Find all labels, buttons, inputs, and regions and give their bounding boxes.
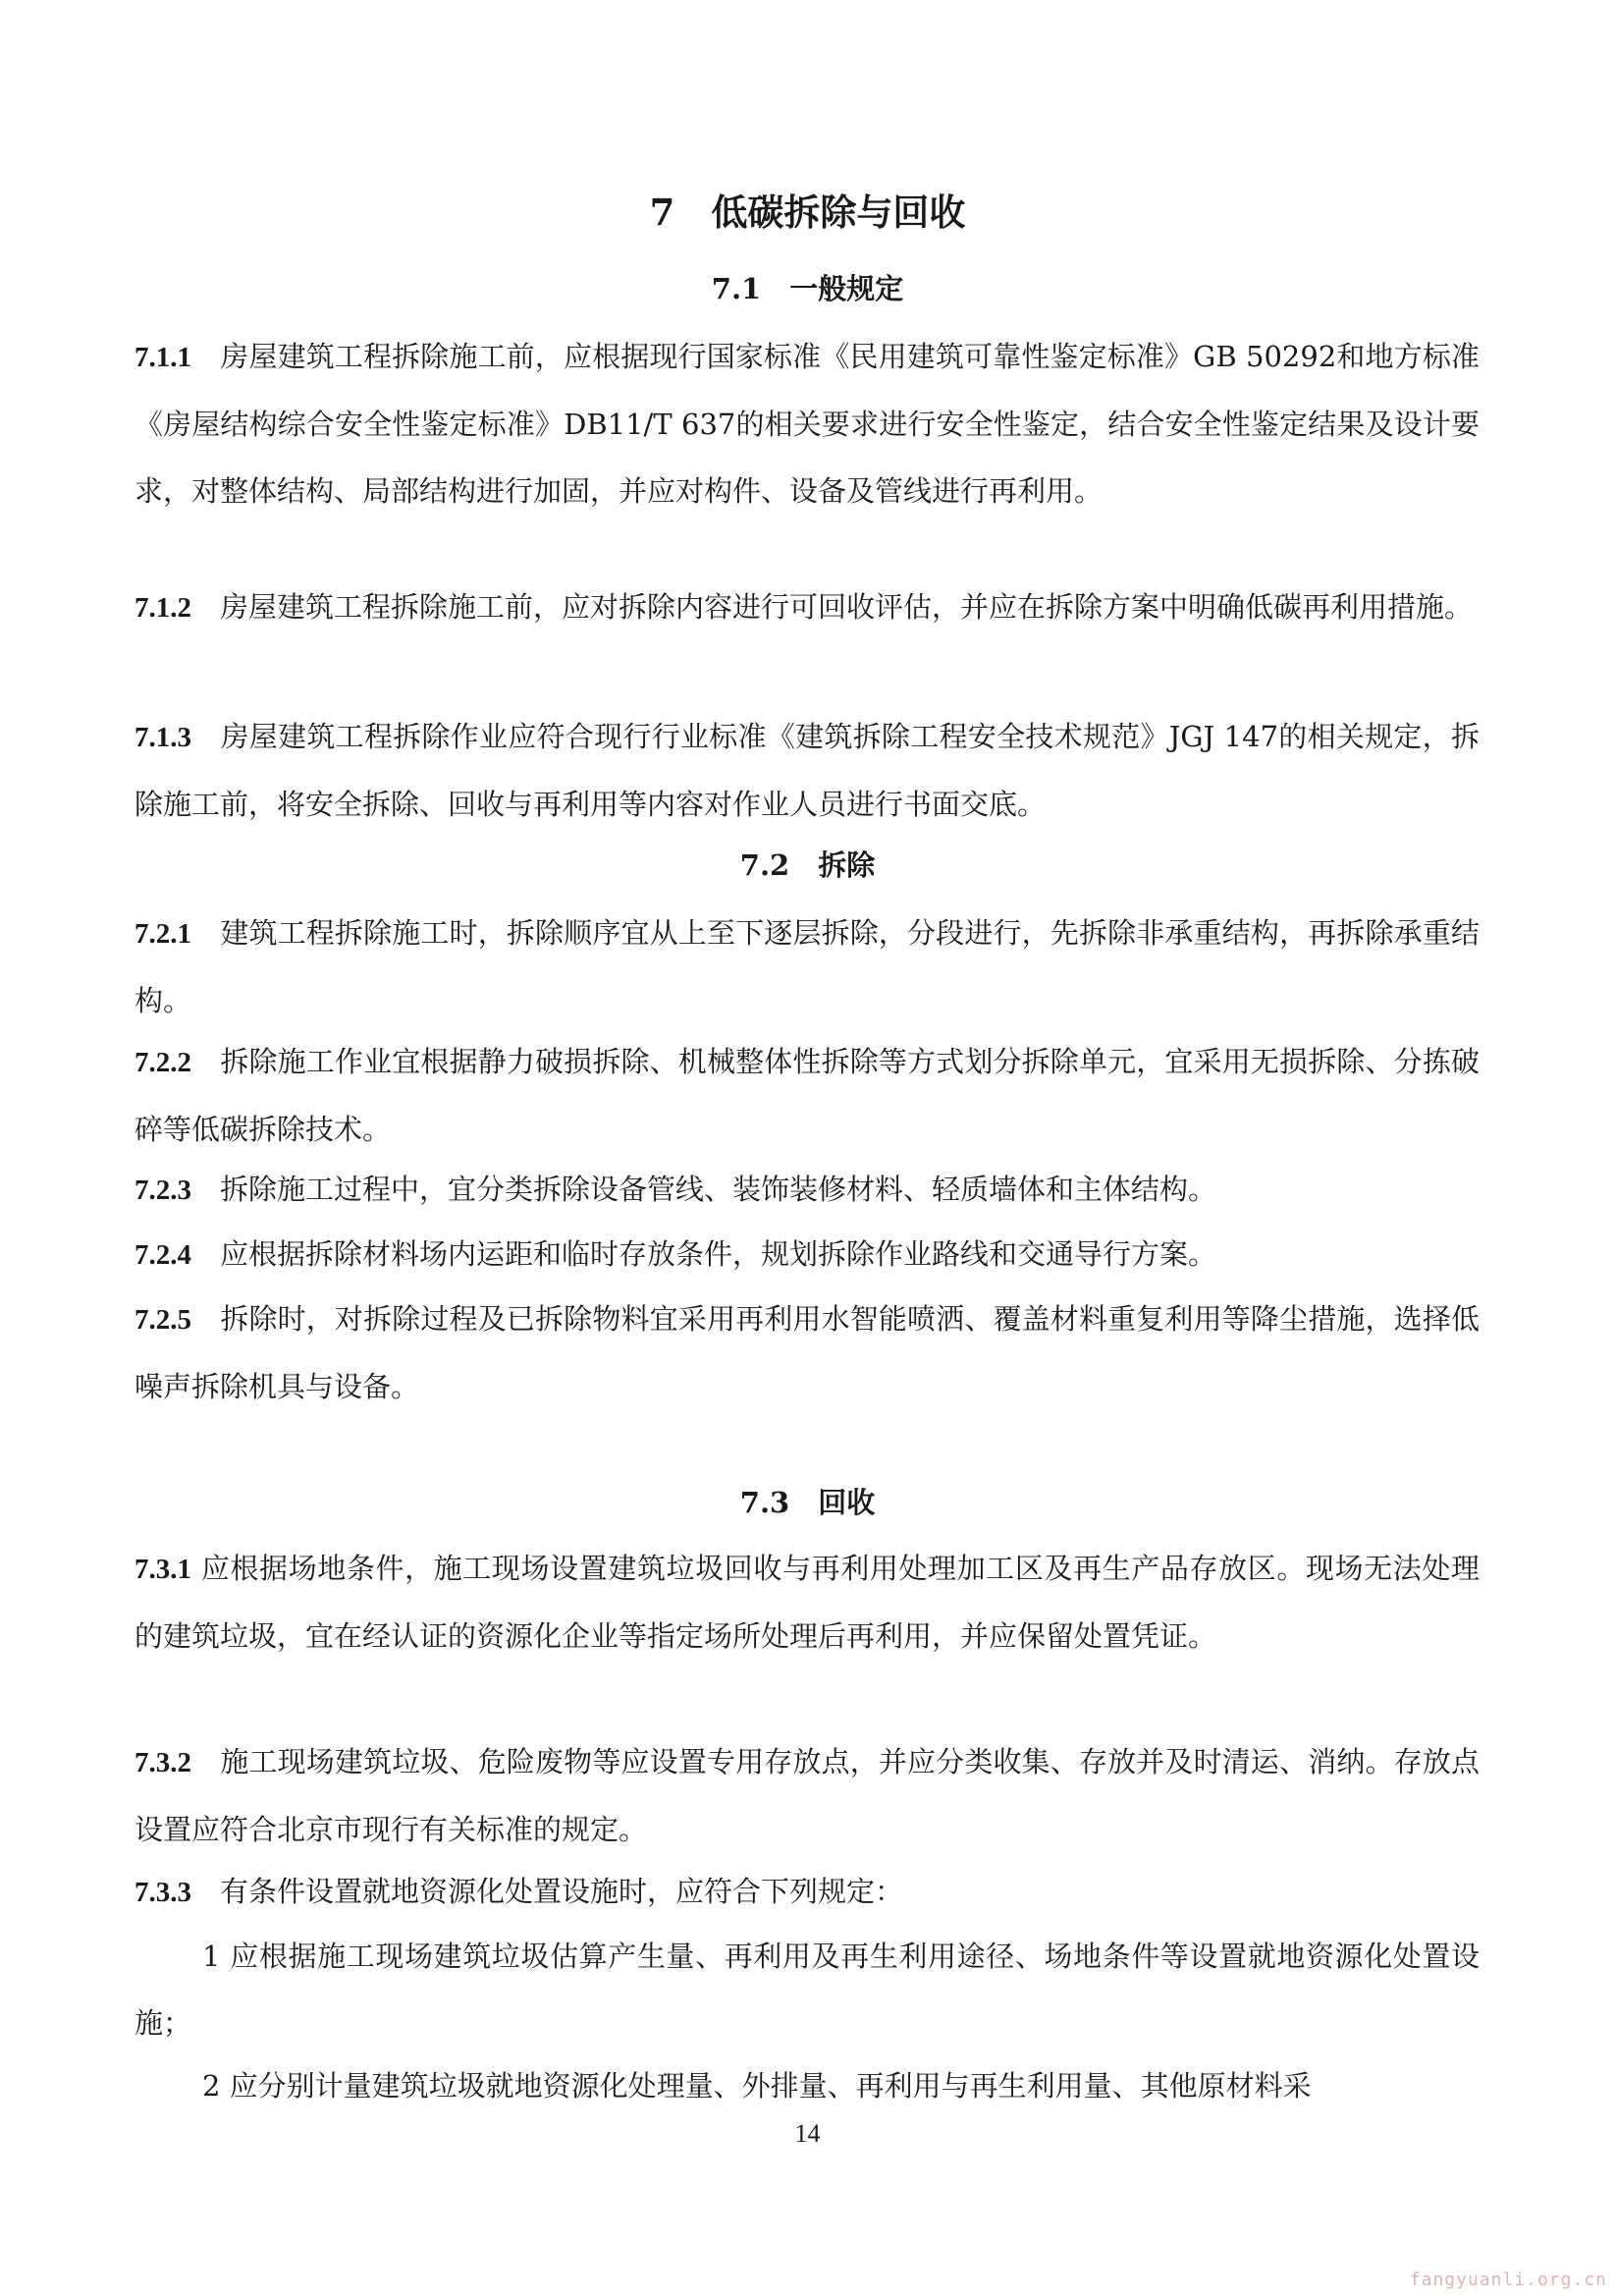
item-number: 2: [202, 2069, 221, 2103]
clause-text: 房屋建筑工程拆除施工前，应对拆除内容进行可回收评估，并应在拆除方案中明确低碳再利用措施。: [220, 590, 1474, 624]
clause-7-3-2: [135, 1728, 1480, 1863]
clause-text: 房屋建筑工程拆除作业应符合现行行业标准《建筑拆除工程安全技术规范》JGJ 147的相关规定，拆除施工前，将安全拆除、回收与再利用等内容对作业人员进行书面交底。: [135, 720, 1480, 821]
clause-7-2-4: [135, 1221, 1480, 1288]
section-title-7-2: 7.2 拆除: [739, 848, 876, 882]
clause-text: 拆除时，对拆除过程及已拆除物料宜采用再利用水智能喷洒、覆盖材料重复利用等降尘措施，选择低噪声拆除机具与设备。: [135, 1302, 1480, 1403]
clause-text: 拆除施工作业宜根据静力破损拆除、机械整体性拆除等方式划分拆除单元，宜采用无损拆除、分拣破碎等低碳拆除技术。: [135, 1045, 1480, 1146]
section-title-7-1: 7.1 一般规定: [711, 272, 904, 305]
clause-7-1-1: [135, 323, 1480, 524]
clause-7-3-3: [135, 1858, 1480, 1926]
clause-number: 7.2.4: [135, 1239, 191, 1271]
clause-number: 7.2.5: [135, 1304, 191, 1336]
clause-text: 应根据场地条件，施工现场设置建筑垃圾回收与再利用处理加工区及再生产品存放区。现场无法处理的建筑垃圾，宜在经认证的资源化企业等指定场所处理后再利用，并应保留处置凭证。: [135, 1552, 1480, 1653]
clause-7-3-1: [135, 1535, 1480, 1669]
clause-text: 房屋建筑工程拆除施工前，应根据现行国家标准《民用建筑可靠性鉴定标准》GB 50292和地方标准《房屋结构综合安全性鉴定标准》DB11/T 637的相关要求进行安全性鉴定，结合安全性鉴定结果及设计要求，对整体结构、局部结构进行加固，并应对构件、设备及管线进行再利用。: [135, 340, 1480, 508]
page-number: 14: [794, 2119, 821, 2148]
clause-7-2-5: [135, 1285, 1480, 1420]
clause-number: 7.1.1: [135, 342, 191, 373]
watermark: fangyuanli.org.cn: [1409, 2269, 1607, 2290]
item-number: 1: [202, 1940, 221, 1973]
clause-number: 7.1.3: [135, 722, 191, 753]
clause-number: 7.3.2: [135, 1747, 191, 1778]
chapter-title: 7 低碳拆除与回收: [649, 191, 966, 234]
clause-number: 7.2.2: [135, 1047, 191, 1078]
clause-number: 7.2.3: [135, 1175, 191, 1206]
item-text: 应分别计量建筑垃圾就地资源化处理量、外排量、再利用与再生利用量、其他原材料采: [229, 2069, 1312, 2103]
clause-number: 7.3.1: [135, 1554, 191, 1585]
clause-number: 7.3.3: [135, 1877, 191, 1908]
clause-7-1-2: [135, 574, 1480, 641]
clause-7-2-3: [135, 1156, 1480, 1224]
list-item-2: [135, 2052, 1480, 2119]
clause-7-2-1: [135, 900, 1480, 1034]
clause-text: 应根据拆除材料场内运距和临时存放条件，规划拆除作业路线和交通导行方案。: [220, 1237, 1217, 1271]
clause-text: 建筑工程拆除施工时，拆除顺序宜从上至下逐层拆除，分段进行，先拆除非承重结构，再拆除承重结构。: [135, 916, 1480, 1017]
clause-text: 拆除施工过程中，宜分类拆除设备管线、装饰装修材料、轻质墙体和主体结构。: [220, 1173, 1217, 1206]
clause-number: 7.2.1: [135, 918, 191, 950]
clause-text: 施工现场建筑垃圾、危险废物等应设置专用存放点，并应分类收集、存放并及时清运、消纳。存放点设置应符合北京市现行有关标准的规定。: [135, 1745, 1480, 1846]
clause-number: 7.1.2: [135, 592, 191, 624]
section-title-7-3: 7.3 回收: [739, 1486, 876, 1519]
list-item-1: [135, 1923, 1480, 2056]
clause-text: 有条件设置就地资源化处置设施时，应符合下列规定：: [220, 1875, 904, 1908]
clause-7-1-3: [135, 703, 1480, 838]
item-text: 应根据施工现场建筑垃圾估算产生量、再利用及再生利用途径、场地条件等设置就地资源化处置设施；: [135, 1940, 1480, 2040]
clause-7-2-2: [135, 1028, 1480, 1163]
